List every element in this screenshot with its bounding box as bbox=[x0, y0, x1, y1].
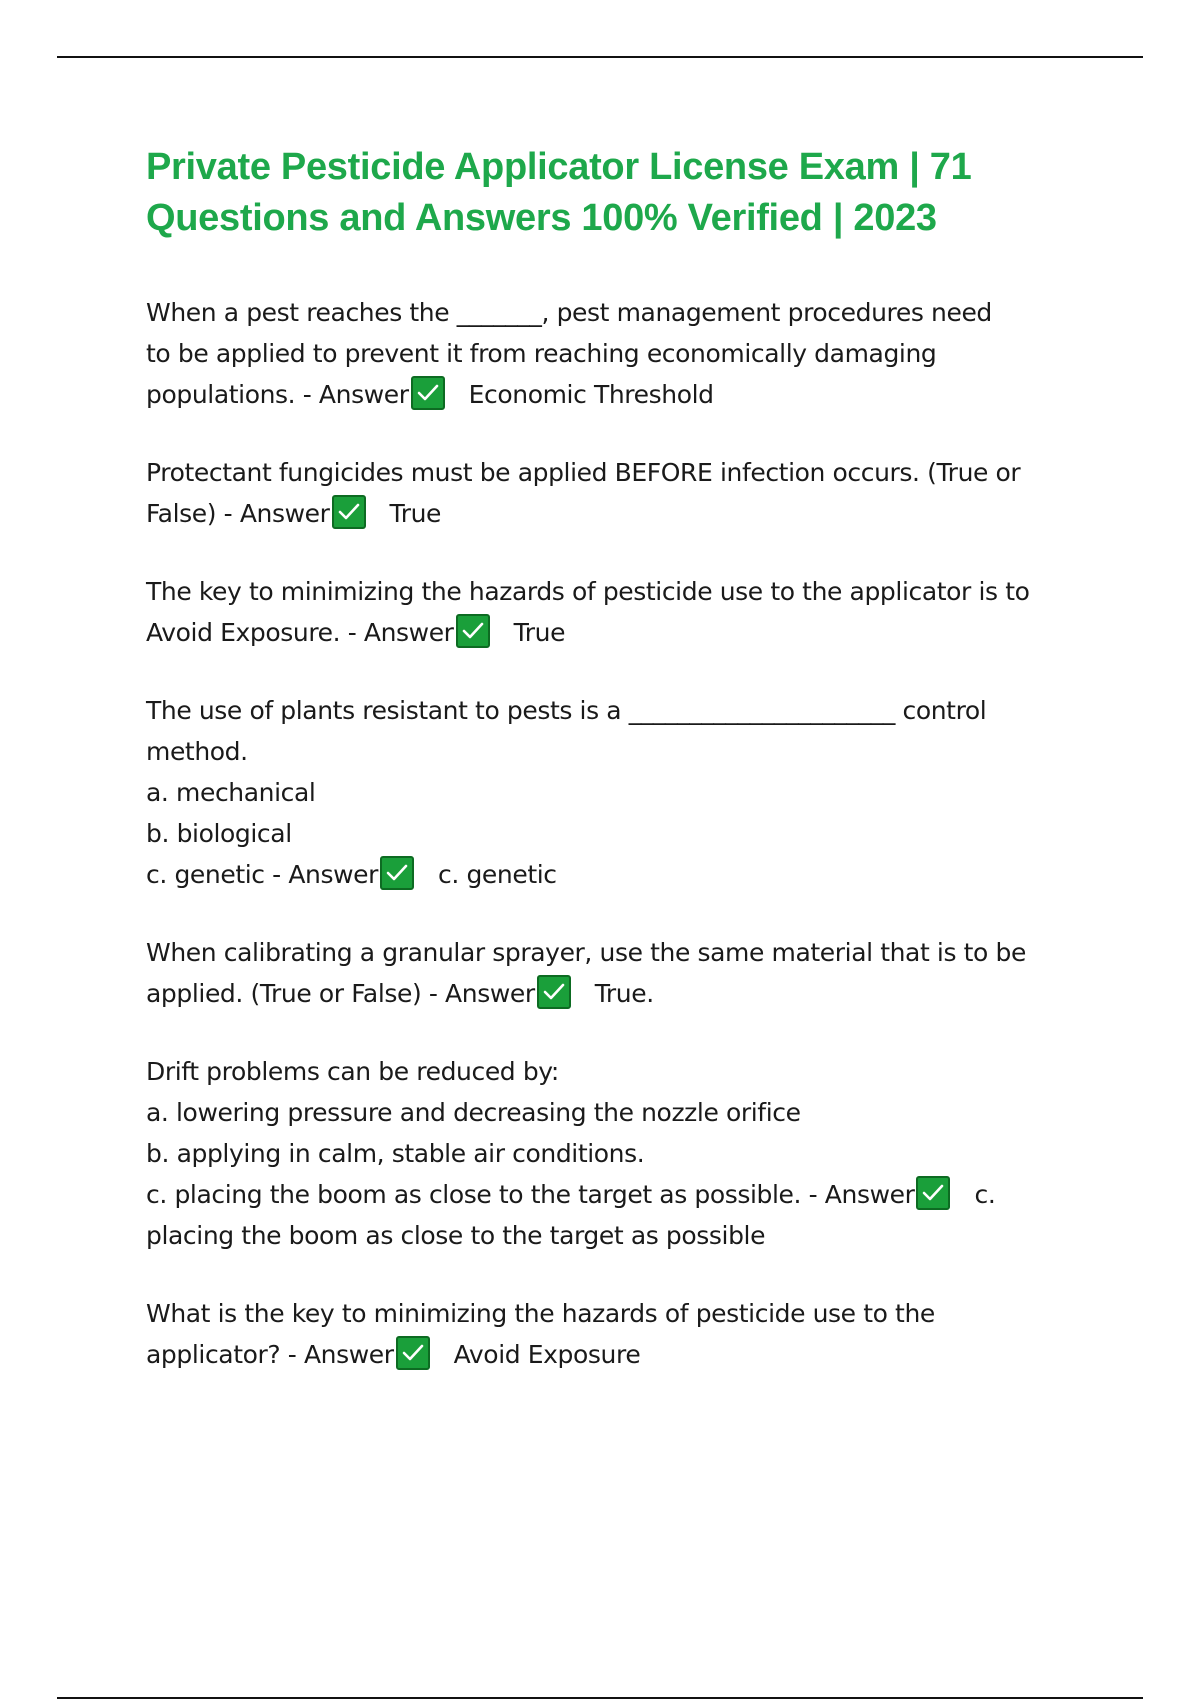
question-line: Drift problems can be reduced by: bbox=[146, 1057, 559, 1086]
top-rule bbox=[57, 56, 1143, 58]
answer-label: - Answer bbox=[801, 1180, 915, 1209]
bottom-rule bbox=[57, 1697, 1143, 1699]
answer-label: - Answer bbox=[280, 1340, 394, 1369]
option-line: b. applying in calm, stable air conditions. bbox=[146, 1139, 645, 1168]
question-line: applicator? bbox=[146, 1340, 281, 1369]
answer-text: c. genetic bbox=[438, 860, 557, 889]
answer-label: - Answer bbox=[264, 860, 379, 889]
question-answer-line bbox=[146, 854, 1106, 895]
answer-text: True bbox=[389, 499, 442, 528]
check-mark-icon bbox=[380, 856, 414, 890]
answer-label: - Answer bbox=[340, 618, 454, 647]
option-line: c. placing the boom as close to the target as possible. bbox=[146, 1180, 802, 1209]
document-title bbox=[146, 142, 1106, 244]
question-line: When calibrating a granular sprayer, use the same material that is to be bbox=[146, 938, 1026, 967]
question-line: to be applied to prevent it from reaching economically damaging bbox=[146, 339, 937, 368]
answer-label: - Answer bbox=[295, 380, 409, 409]
question-line: populations. bbox=[146, 380, 296, 409]
answer-label: - Answer bbox=[216, 499, 330, 528]
qa-item bbox=[146, 1051, 1106, 1256]
answer-label: - Answer bbox=[421, 979, 535, 1008]
answer-text: c. bbox=[974, 1180, 996, 1209]
answer-text: Avoid Exposure bbox=[453, 1340, 641, 1369]
question-line: When a pest reaches the _______, pest management procedures need bbox=[146, 298, 992, 327]
check-mark-icon bbox=[332, 495, 366, 529]
question-line: The key to minimizing the hazards of pesticide use to the applicator is to bbox=[146, 577, 1030, 606]
qa-item bbox=[146, 932, 1106, 1014]
option-line: b. biological bbox=[146, 819, 292, 848]
qa-item bbox=[146, 452, 1106, 534]
option-line: c. genetic bbox=[146, 860, 265, 889]
question-line: What is the key to minimizing the hazards of pesticide use to the bbox=[146, 1299, 935, 1328]
qa-item bbox=[146, 1293, 1106, 1375]
check-mark-icon bbox=[537, 975, 571, 1009]
question-line: applied. (True or False) bbox=[146, 979, 422, 1008]
question-answer-line bbox=[146, 1334, 1106, 1375]
question-answer-line bbox=[146, 493, 1106, 534]
question-answer-line bbox=[146, 374, 1106, 415]
qa-item bbox=[146, 292, 1106, 415]
check-mark-icon bbox=[916, 1176, 950, 1210]
question-line: Avoid Exposure. bbox=[146, 618, 341, 647]
check-mark-icon bbox=[411, 376, 445, 410]
check-mark-icon bbox=[396, 1336, 430, 1370]
check-mark-icon bbox=[456, 614, 490, 648]
document-body bbox=[146, 142, 1106, 1412]
answer-text-continued: placing the boom as close to the target as possible bbox=[146, 1221, 766, 1250]
title-line-2: Questions and Answers 100% Verified | 2023 bbox=[146, 197, 937, 239]
answer-text: Economic Threshold bbox=[468, 380, 714, 409]
option-line: a. mechanical bbox=[146, 778, 316, 807]
option-line: a. lowering pressure and decreasing the nozzle orifice bbox=[146, 1098, 801, 1127]
question-line: method. bbox=[146, 737, 248, 766]
question-answer-line bbox=[146, 973, 1106, 1014]
question-line: False) bbox=[146, 499, 217, 528]
title-line-1: Private Pesticide Applicator License Exam | 71 bbox=[146, 146, 972, 188]
answer-text: True. bbox=[594, 979, 654, 1008]
question-line: The use of plants resistant to pests is a ______________________ control bbox=[146, 696, 987, 725]
qa-item bbox=[146, 690, 1106, 895]
answer-text: True bbox=[513, 618, 566, 647]
question-line: Protectant fungicides must be applied BEFORE infection occurs. (True or bbox=[146, 458, 1021, 487]
qa-item bbox=[146, 571, 1106, 653]
question-answer-line bbox=[146, 1174, 1106, 1215]
question-answer-line bbox=[146, 612, 1106, 653]
